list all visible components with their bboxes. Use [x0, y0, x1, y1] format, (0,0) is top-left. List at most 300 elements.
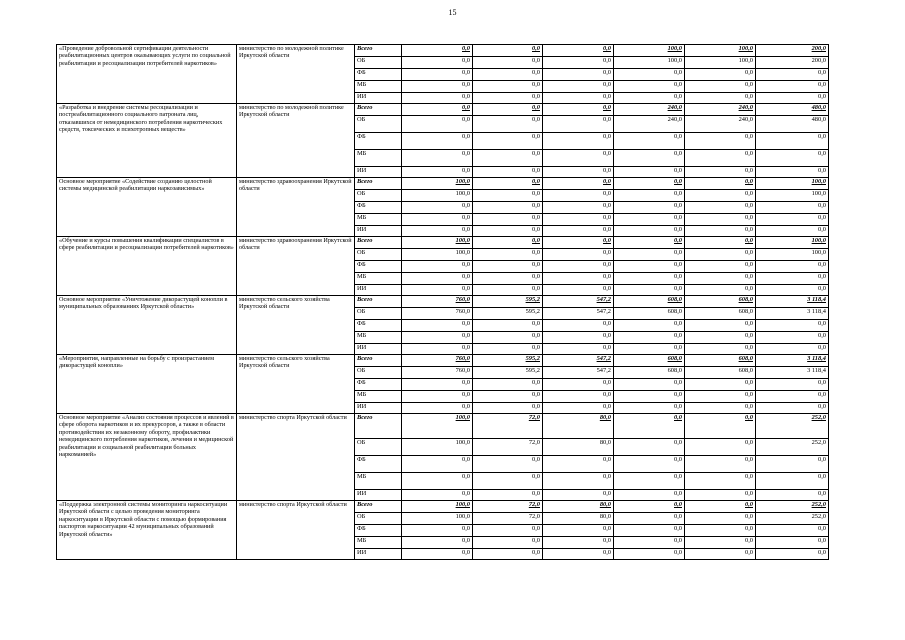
amount-cell: 0,0: [614, 237, 685, 249]
funding-source: ФБ: [355, 379, 402, 391]
amount-cell: 608,0: [685, 308, 756, 320]
amount-cell: 0,0: [685, 456, 756, 473]
amount-cell: 0,0: [402, 104, 473, 116]
funding-source: ИИ: [355, 285, 402, 296]
amount-cell: 0,0: [614, 81, 685, 93]
amount-cell: 0,0: [402, 261, 473, 273]
funding-source: ОБ: [355, 308, 402, 320]
amount-cell: 0,0: [543, 93, 614, 104]
amount-cell: 0,0: [756, 320, 829, 332]
amount-cell: 0,0: [614, 167, 685, 178]
amount-cell: 0,0: [473, 249, 543, 261]
amount-cell: 0,0: [614, 403, 685, 414]
amount-cell: 0,0: [614, 473, 685, 490]
amount-cell: 0,0: [614, 226, 685, 237]
amount-cell: 0,0: [756, 525, 829, 537]
amount-cell: 0,0: [402, 403, 473, 414]
amount-cell: 608,0: [685, 355, 756, 367]
amount-cell: 0,0: [614, 69, 685, 81]
amount-cell: 0,0: [473, 167, 543, 178]
amount-cell: 0,0: [756, 490, 829, 501]
amount-cell: 0,0: [543, 332, 614, 344]
amount-cell: 0,0: [685, 490, 756, 501]
amount-cell: 547,2: [543, 296, 614, 308]
amount-cell: 0,0: [402, 391, 473, 403]
amount-cell: 0,0: [685, 549, 756, 560]
amount-cell: 240,0: [614, 116, 685, 133]
amount-cell: 0,0: [473, 226, 543, 237]
amount-cell: 0,0: [543, 190, 614, 202]
amount-cell: 0,0: [685, 414, 756, 439]
table-row: [57, 104, 829, 116]
amount-cell: 0,0: [402, 379, 473, 391]
funding-source: ИИ: [355, 167, 402, 178]
amount-cell: 0,0: [685, 167, 756, 178]
amount-cell: 0,0: [473, 104, 543, 116]
funding-source: ИИ: [355, 403, 402, 414]
amount-cell: 0,0: [543, 537, 614, 549]
amount-cell: 0,0: [402, 344, 473, 355]
amount-cell: 0,0: [402, 525, 473, 537]
amount-cell: 0,0: [685, 81, 756, 93]
amount-cell: 0,0: [473, 525, 543, 537]
amount-cell: 0,0: [473, 116, 543, 133]
activity-description: «Мероприятия, направленные на борьбу с произрастанием дикорастущей конопли»: [57, 355, 237, 414]
amount-cell: 0,0: [685, 513, 756, 525]
amount-cell: 80,0: [543, 501, 614, 513]
amount-cell: 80,0: [543, 439, 614, 456]
amount-cell: 0,0: [543, 150, 614, 167]
funding-source: Всего: [355, 501, 402, 513]
amount-cell: 0,0: [756, 403, 829, 414]
amount-cell: 0,0: [473, 81, 543, 93]
amount-cell: 595,2: [473, 367, 543, 379]
amount-cell: 0,0: [756, 344, 829, 355]
amount-cell: 0,0: [756, 133, 829, 150]
amount-cell: 0,0: [685, 473, 756, 490]
amount-cell: 0,0: [543, 456, 614, 473]
amount-cell: 0,0: [543, 379, 614, 391]
amount-cell: 240,0: [685, 104, 756, 116]
amount-cell: 100,0: [402, 414, 473, 439]
amount-cell: 760,0: [402, 296, 473, 308]
amount-cell: 100,0: [402, 178, 473, 190]
amount-cell: 0,0: [473, 537, 543, 549]
amount-cell: 0,0: [402, 69, 473, 81]
amount-cell: 0,0: [543, 45, 614, 57]
amount-cell: 0,0: [614, 261, 685, 273]
amount-cell: 0,0: [685, 226, 756, 237]
amount-cell: 595,2: [473, 355, 543, 367]
amount-cell: 0,0: [685, 202, 756, 214]
amount-cell: 547,2: [543, 367, 614, 379]
amount-cell: 0,0: [756, 332, 829, 344]
amount-cell: 0,0: [543, 202, 614, 214]
amount-cell: 0,0: [685, 249, 756, 261]
funding-source: ОБ: [355, 513, 402, 525]
amount-cell: 0,0: [756, 379, 829, 391]
table-row: [57, 355, 829, 367]
table-row: [57, 237, 829, 249]
amount-cell: 0,0: [756, 214, 829, 226]
amount-cell: 0,0: [543, 81, 614, 93]
amount-cell: 0,0: [402, 456, 473, 473]
amount-cell: 0,0: [614, 490, 685, 501]
amount-cell: 0,0: [473, 456, 543, 473]
table-row: [57, 296, 829, 308]
amount-cell: 0,0: [402, 285, 473, 296]
amount-cell: 0,0: [543, 167, 614, 178]
amount-cell: 0,0: [685, 261, 756, 273]
activity-description: «Проведение добровольной сертификации деятельности реабилитационных центров оказывающих услуги по социальной реабилитации и ресоциализации потребителей наркотиков»: [57, 45, 237, 104]
amount-cell: 0,0: [402, 226, 473, 237]
amount-cell: 0,0: [402, 273, 473, 285]
amount-cell: 0,0: [402, 81, 473, 93]
funding-source: ФБ: [355, 261, 402, 273]
amount-cell: 0,0: [685, 439, 756, 456]
funding-source: ФБ: [355, 133, 402, 150]
amount-cell: 200,0: [756, 57, 829, 69]
amount-cell: 0,0: [473, 214, 543, 226]
amount-cell: 608,0: [614, 308, 685, 320]
amount-cell: 0,0: [614, 249, 685, 261]
funding-source: ФБ: [355, 525, 402, 537]
amount-cell: 0,0: [402, 150, 473, 167]
activity-description: Основное мероприятие «Уничтожение дикорастущей конопли в муниципальных образованиях Иркутской области»: [57, 296, 237, 355]
amount-cell: 80,0: [543, 513, 614, 525]
activity-description: «Разработка и внедрение системы ресоциализации и постреабилитационного социального патроната лиц, отказавшихся от немедицинского потребления наркотических средств, токсических и психотропных веществ»: [57, 104, 237, 178]
amount-cell: 0,0: [614, 214, 685, 226]
amount-cell: 0,0: [614, 93, 685, 104]
amount-cell: 0,0: [473, 190, 543, 202]
funding-source: МБ: [355, 273, 402, 285]
responsible-executor: министерство здравоохранения Иркутской области: [237, 178, 355, 237]
amount-cell: 80,0: [543, 414, 614, 439]
amount-cell: 0,0: [685, 150, 756, 167]
amount-cell: 100,0: [685, 45, 756, 57]
funding-source: ОБ: [355, 116, 402, 133]
amount-cell: 0,0: [614, 190, 685, 202]
amount-cell: 100,0: [402, 249, 473, 261]
amount-cell: 0,0: [473, 344, 543, 355]
amount-cell: 0,0: [473, 237, 543, 249]
amount-cell: 3 118,4: [756, 355, 829, 367]
funding-source: МБ: [355, 81, 402, 93]
amount-cell: 0,0: [543, 525, 614, 537]
amount-cell: 100,0: [756, 190, 829, 202]
amount-cell: 0,0: [402, 45, 473, 57]
amount-cell: 0,0: [685, 190, 756, 202]
funding-source: ФБ: [355, 320, 402, 332]
funding-source: МБ: [355, 150, 402, 167]
funding-source: Всего: [355, 296, 402, 308]
amount-cell: 595,2: [473, 296, 543, 308]
amount-cell: 0,0: [614, 501, 685, 513]
amount-cell: 608,0: [685, 367, 756, 379]
amount-cell: 0,0: [543, 249, 614, 261]
amount-cell: 0,0: [543, 490, 614, 501]
responsible-executor: министерство спорта Иркутской области: [237, 414, 355, 501]
amount-cell: 0,0: [756, 549, 829, 560]
amount-cell: 0,0: [685, 237, 756, 249]
amount-cell: 100,0: [756, 237, 829, 249]
funding-source: ИИ: [355, 549, 402, 560]
amount-cell: 0,0: [614, 513, 685, 525]
amount-cell: 0,0: [473, 285, 543, 296]
amount-cell: 0,0: [756, 537, 829, 549]
amount-cell: 0,0: [685, 320, 756, 332]
amount-cell: 0,0: [685, 537, 756, 549]
responsible-executor: министерство сельского хозяйства Иркутской области: [237, 355, 355, 414]
amount-cell: 608,0: [614, 367, 685, 379]
amount-cell: 0,0: [614, 332, 685, 344]
funding-source: ИИ: [355, 226, 402, 237]
amount-cell: 0,0: [685, 379, 756, 391]
amount-cell: 0,0: [402, 549, 473, 560]
amount-cell: 0,0: [756, 81, 829, 93]
amount-cell: 0,0: [473, 391, 543, 403]
amount-cell: 0,0: [543, 237, 614, 249]
amount-cell: 0,0: [473, 150, 543, 167]
amount-cell: 0,0: [473, 332, 543, 344]
amount-cell: 0,0: [614, 344, 685, 355]
amount-cell: 0,0: [402, 473, 473, 490]
amount-cell: 0,0: [402, 332, 473, 344]
funding-source: ФБ: [355, 202, 402, 214]
amount-cell: 0,0: [756, 285, 829, 296]
amount-cell: 0,0: [756, 261, 829, 273]
amount-cell: 0,0: [543, 549, 614, 560]
responsible-executor: министерство по молодежной политике Иркутской области: [237, 104, 355, 178]
amount-cell: 0,0: [543, 133, 614, 150]
amount-cell: 0,0: [756, 456, 829, 473]
funding-source: ФБ: [355, 456, 402, 473]
amount-cell: 0,0: [756, 150, 829, 167]
amount-cell: 0,0: [685, 285, 756, 296]
funding-source: МБ: [355, 332, 402, 344]
amount-cell: 0,0: [685, 344, 756, 355]
amount-cell: 0,0: [614, 549, 685, 560]
amount-cell: 0,0: [402, 167, 473, 178]
funding-source: Всего: [355, 45, 402, 57]
amount-cell: 0,0: [756, 93, 829, 104]
amount-cell: 0,0: [402, 214, 473, 226]
amount-cell: 0,0: [543, 116, 614, 133]
amount-cell: 0,0: [402, 93, 473, 104]
amount-cell: 0,0: [473, 549, 543, 560]
amount-cell: 0,0: [685, 214, 756, 226]
amount-cell: 0,0: [614, 273, 685, 285]
amount-cell: 0,0: [685, 525, 756, 537]
amount-cell: 0,0: [685, 93, 756, 104]
amount-cell: 547,2: [543, 308, 614, 320]
funding-source: ИИ: [355, 490, 402, 501]
amount-cell: 0,0: [685, 273, 756, 285]
activity-description: Основное мероприятие «Анализ состояния процессов и явлений в сфере оборота наркотиков и их прекурсоров, а также в области противодействия их незаконному обороту, профилактики немедицинского потребления наркотиков, лечения и медицинской реабилитации и социальной реабилитации больных наркоманией»: [57, 414, 237, 501]
funding-source: Всего: [355, 104, 402, 116]
funding-source: МБ: [355, 537, 402, 549]
amount-cell: 100,0: [402, 501, 473, 513]
amount-cell: 0,0: [756, 473, 829, 490]
amount-cell: 0,0: [402, 57, 473, 69]
funding-source: ИИ: [355, 344, 402, 355]
amount-cell: 0,0: [473, 403, 543, 414]
amount-cell: 0,0: [402, 202, 473, 214]
amount-cell: 0,0: [756, 167, 829, 178]
amount-cell: 100,0: [402, 439, 473, 456]
amount-cell: 480,0: [756, 116, 829, 133]
amount-cell: 0,0: [543, 261, 614, 273]
amount-cell: 100,0: [614, 57, 685, 69]
activity-description: Основное мероприятие «Содействие созданию целостной системы медицинской реабилитации наркозависимых»: [57, 178, 237, 237]
amount-cell: 0,0: [756, 226, 829, 237]
responsible-executor: министерство спорта Иркутской области: [237, 501, 355, 560]
amount-cell: 0,0: [685, 391, 756, 403]
budget-table: [56, 44, 829, 560]
amount-cell: 252,0: [756, 513, 829, 525]
amount-cell: 760,0: [402, 355, 473, 367]
amount-cell: 0,0: [543, 104, 614, 116]
amount-cell: 0,0: [614, 320, 685, 332]
responsible-executor: министерство по молодежной политике Иркутской области: [237, 45, 355, 104]
funding-source: МБ: [355, 473, 402, 490]
amount-cell: 0,0: [473, 202, 543, 214]
funding-source: МБ: [355, 214, 402, 226]
amount-cell: 0,0: [543, 403, 614, 414]
table-row: [57, 501, 829, 513]
amount-cell: 0,0: [473, 93, 543, 104]
amount-cell: 0,0: [756, 202, 829, 214]
amount-cell: 547,2: [543, 355, 614, 367]
amount-cell: 0,0: [473, 69, 543, 81]
amount-cell: 0,0: [543, 285, 614, 296]
amount-cell: 0,0: [685, 501, 756, 513]
amount-cell: 252,0: [756, 439, 829, 456]
funding-source: ОБ: [355, 439, 402, 456]
funding-source: ИИ: [355, 93, 402, 104]
amount-cell: 0,0: [614, 391, 685, 403]
amount-cell: 72,0: [473, 414, 543, 439]
amount-cell: 240,0: [614, 104, 685, 116]
page-number: 15: [448, 8, 457, 17]
amount-cell: 3 118,4: [756, 296, 829, 308]
amount-cell: 3 118,4: [756, 367, 829, 379]
amount-cell: 0,0: [473, 178, 543, 190]
amount-cell: 0,0: [614, 379, 685, 391]
funding-source: ОБ: [355, 190, 402, 202]
funding-source: Всего: [355, 178, 402, 190]
amount-cell: 0,0: [473, 45, 543, 57]
amount-cell: 72,0: [473, 501, 543, 513]
amount-cell: 0,0: [614, 178, 685, 190]
table-row: [57, 178, 829, 190]
amount-cell: 0,0: [543, 57, 614, 69]
amount-cell: 0,0: [473, 261, 543, 273]
amount-cell: 72,0: [473, 439, 543, 456]
amount-cell: 0,0: [543, 473, 614, 490]
amount-cell: 0,0: [543, 344, 614, 355]
amount-cell: 0,0: [543, 391, 614, 403]
amount-cell: 0,0: [402, 537, 473, 549]
amount-cell: 252,0: [756, 501, 829, 513]
amount-cell: 0,0: [614, 537, 685, 549]
amount-cell: 0,0: [543, 214, 614, 226]
amount-cell: 0,0: [473, 320, 543, 332]
amount-cell: 0,0: [402, 133, 473, 150]
amount-cell: 0,0: [685, 403, 756, 414]
amount-cell: 760,0: [402, 308, 473, 320]
funding-source: Всего: [355, 237, 402, 249]
amount-cell: 0,0: [473, 57, 543, 69]
responsible-executor: министерство сельского хозяйства Иркутской области: [237, 296, 355, 355]
amount-cell: 0,0: [473, 379, 543, 391]
amount-cell: 0,0: [543, 273, 614, 285]
amount-cell: 72,0: [473, 513, 543, 525]
amount-cell: 608,0: [614, 296, 685, 308]
funding-source: ОБ: [355, 249, 402, 261]
amount-cell: 0,0: [473, 273, 543, 285]
amount-cell: 0,0: [614, 133, 685, 150]
amount-cell: 0,0: [614, 202, 685, 214]
amount-cell: 100,0: [756, 249, 829, 261]
amount-cell: 0,0: [614, 150, 685, 167]
amount-cell: 595,2: [473, 308, 543, 320]
amount-cell: 100,0: [402, 237, 473, 249]
amount-cell: 100,0: [756, 178, 829, 190]
amount-cell: 0,0: [543, 69, 614, 81]
responsible-executor: министерство здравоохранения Иркутской области: [237, 237, 355, 296]
amount-cell: 0,0: [756, 69, 829, 81]
amount-cell: 0,0: [473, 490, 543, 501]
amount-cell: 0,0: [473, 473, 543, 490]
amount-cell: 760,0: [402, 367, 473, 379]
amount-cell: 0,0: [685, 332, 756, 344]
funding-source: ОБ: [355, 57, 402, 69]
funding-source: ОБ: [355, 367, 402, 379]
funding-source: МБ: [355, 391, 402, 403]
activity-description: «Поддержка электронной системы мониторинга наркоситуации Иркутской области с целью проведения мониторинга наркоситуации в Иркутской области с помощью формирования паспортов наркоситуации 42 муниципальных образований Иркутской области»: [57, 501, 237, 560]
amount-cell: 100,0: [402, 513, 473, 525]
amount-cell: 0,0: [543, 178, 614, 190]
amount-cell: 608,0: [685, 296, 756, 308]
amount-cell: 3 118,4: [756, 308, 829, 320]
amount-cell: 200,0: [756, 45, 829, 57]
amount-cell: 0,0: [402, 116, 473, 133]
amount-cell: 240,0: [685, 116, 756, 133]
amount-cell: 0,0: [756, 391, 829, 403]
amount-cell: 0,0: [685, 69, 756, 81]
amount-cell: 0,0: [402, 490, 473, 501]
amount-cell: 0,0: [614, 525, 685, 537]
amount-cell: 100,0: [685, 57, 756, 69]
amount-cell: 0,0: [543, 226, 614, 237]
amount-cell: 100,0: [614, 45, 685, 57]
funding-source: Всего: [355, 414, 402, 439]
table-row: [57, 414, 829, 439]
amount-cell: 0,0: [614, 456, 685, 473]
amount-cell: 480,0: [756, 104, 829, 116]
amount-cell: 608,0: [614, 355, 685, 367]
amount-cell: 0,0: [402, 320, 473, 332]
amount-cell: 0,0: [543, 320, 614, 332]
amount-cell: 100,0: [402, 190, 473, 202]
amount-cell: 0,0: [473, 133, 543, 150]
amount-cell: 0,0: [614, 414, 685, 439]
funding-source: Всего: [355, 355, 402, 367]
amount-cell: 252,0: [756, 414, 829, 439]
amount-cell: 0,0: [685, 133, 756, 150]
funding-source: ФБ: [355, 69, 402, 81]
